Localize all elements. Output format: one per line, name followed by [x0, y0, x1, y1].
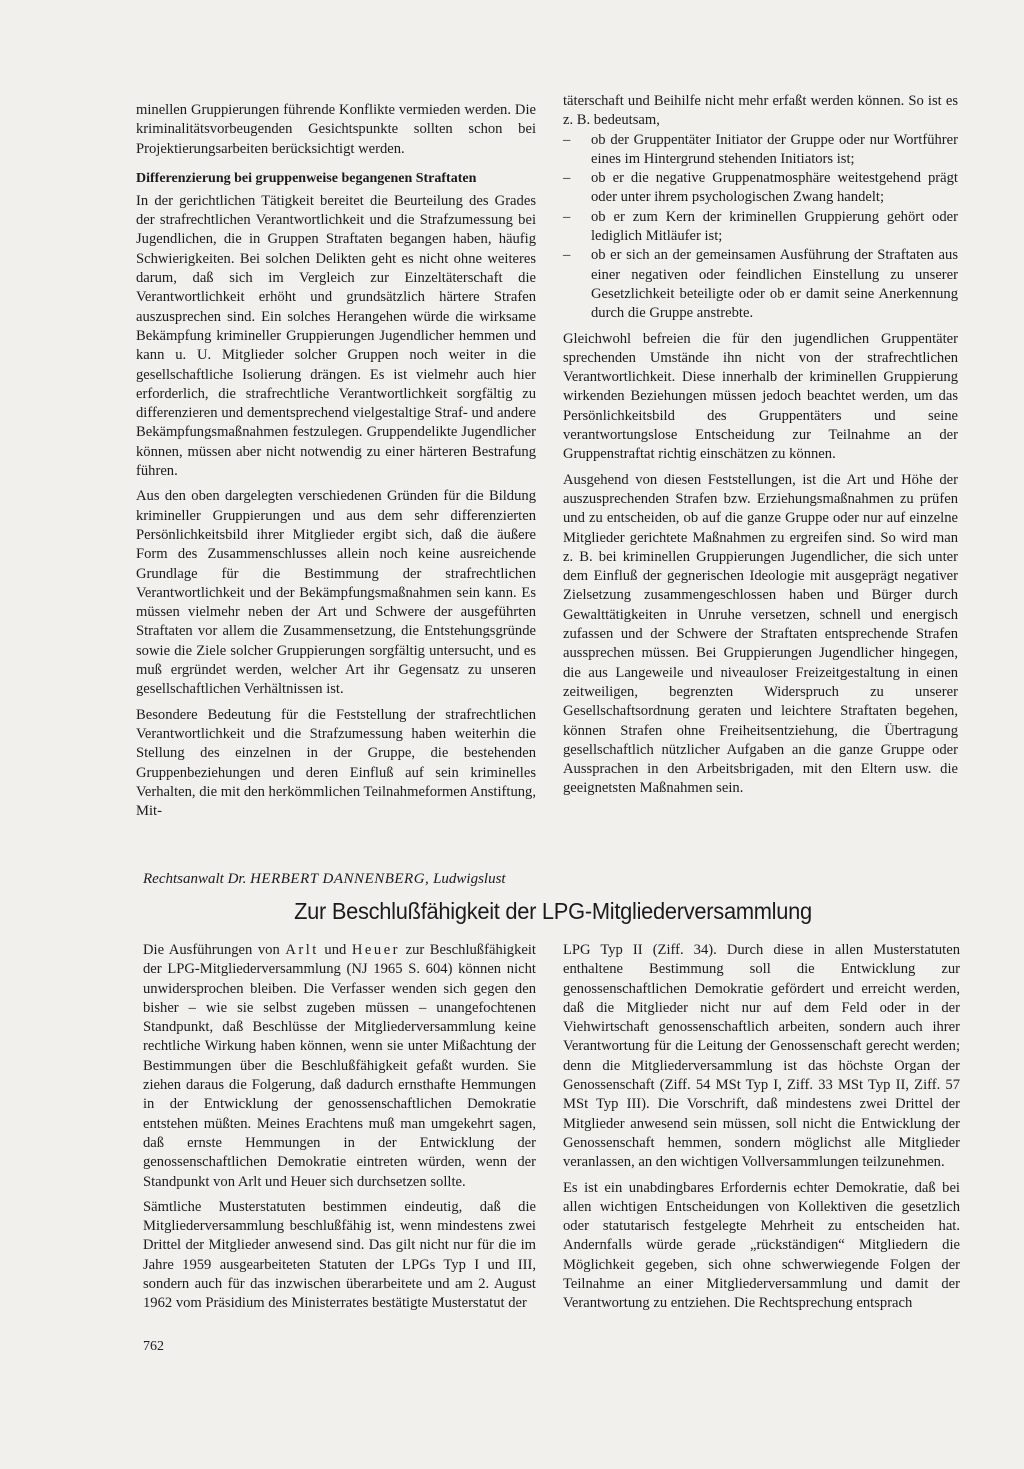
author-name: HERBERT DANNENBERG,: [250, 871, 430, 887]
list-item: – ob der Gruppentäter Initiator der Gruppe oder nur Wortführer eines im Hintergrund stehenden Initiators ist;: [563, 131, 958, 170]
left-column-bottom: [143, 941, 536, 1320]
text-run: und: [324, 942, 347, 958]
paragraph: Sämtliche Musterstatuten bestimmen eindeutig, daß die Mitgliederversammlung beschlußfähig ist, wenn mindestens zwei Drittel der Mitglieder anwesend sind. Das gilt nicht nur für die im Jahre 1959 ausgearbeiteten Statuten der LPGs Typ I und III, sondern auch für das inzwischen überarbeitete und am 2. August 1962 vom Präsidium des Ministerrates bestätigte Musterstatut der: [143, 1198, 536, 1312]
list-item: – ob er zum Kern der kriminellen Gruppierung gehört oder lediglich Mitläufer ist;: [563, 208, 958, 247]
paragraph: Besondere Bedeutung für die Feststellung der strafrechtlichen Verantwortlichkeit und die Strafzumessung haben weiterhin die Stellung des einzelnen in der Gruppe, die bestehenden Gruppenbeziehungen und deren Einfluß auf sein kriminelles Verhalten, die mit den herkömmlichen Teilnahmeformen Anstiftung, Mit-: [136, 706, 536, 820]
paragraph: Ausgehend von diesen Feststellungen, ist die Art und Höhe der auszusprechenden Strafen bzw. Erziehungsmaßnahmen zu prüfen und zu entscheiden, ob auf die ganze Gruppe oder nur auf einzelne Mitglieder gerichtete Maßnahmen zu ergreifen sind. So wird man z. B. bei kriminellen Gruppierungen Jugendlicher, die sich unter dem Einfluß der gegnerischen Ideologie mit ausgeprägt negativer Zielsetzung zusammengeschlossen haben und Bürger durch Gewalttätigkeiten in Unruhe versetzen, schnell und energisch zufassen und der Schwere der Straftaten entsprechende Strafen aussprechen müssen. Bei Gruppierungen Jugendlicher hingegen, die aus Langeweile und niveauloser Freizeitgestaltung in einen zeitweiligen, begrenzten Widerspruch zu unserer Gesellschaftsordnung geraten und leichtere Straftaten begehen, können Strafen ohne Freiheitsentziehung, die Übertragung gesellschaftlich nützlicher Aufgaben an die ganze Gruppe oder Aussprachen in den Arbeitsbrigaden, mit den Eltern usw. die geeignetsten Maßnahmen sein.: [563, 471, 958, 797]
author-ref-arlt: Arlt: [285, 942, 319, 958]
paragraph: täterschaft und Beihilfe nicht mehr erfaßt werden können. So ist es z. B. bedeutsam,: [563, 93, 958, 129]
list-item: – ob er sich an der gemeinsamen Ausführung der Straftaten aus einer negativen oder feindlichen Einstellung zu unserer Gesetzlichkeit beteiligte oder ob er damit seine Anerkennung durch die Gruppe anstrebte.: [563, 246, 958, 323]
section-subheading: Differenzierung bei gruppenweise begangenen Straftaten: [136, 170, 477, 186]
paragraph: Aus den oben dargelegten verschiedenen Gründen für die Bildung krimineller Gruppierungen und aus dem sehr differenzierten Persönlichkeitsbild ihrer Mitglieder ergibt sich, daß die äußere Form des Zusammenschlusses allein noch keine ausreichende Grundlage für die Bestimmung der strafrechtlichen Verantwortlichkeit und der Bekämpfungsmaßnahmen sein kann. Es müssen vielmehr neben der Art und Schwere der ausgeführten Straftaten vor allem die Zusammensetzung, die Entstehungsgründe sowie die Ziele solcher Gruppierungen sorgfältig untersucht, und es muß ergründet werden, welcher Art ihr Gegensatz zu unseren gesellschaftlichen Verhältnissen ist.: [136, 488, 536, 698]
author-prefix: Rechtsanwalt Dr.: [143, 871, 247, 887]
paragraph: LPG Typ II (Ziff. 34). Durch diese in allen Musterstatuten enthaltene Bestimmung soll die Entwicklung zur genossenschaftlichen Demokratie gefördert und erreicht werden, daß die Mitglieder nicht nur auf dem Feld oder in der Viehwirtschaft genossenschaftlich arbeiten, sondern auch ihrer Verantwortung für die Leitung der Genossenschaft gerecht werden; denn die Mitgliederversammlung ist das höchste Organ der Genossenschaft (Ziff. 54 MSt Typ I, Ziff. 33 MSt Typ II, Ziff. 57 MSt Typ III). Die Vorschrift, daß mindestens zwei Drittel der Mitglieder anwesend sein müssen, soll nicht die Entwicklung der Genossenschaft hemmen, sondern möglichst alle Mitglieder veranlassen, an den wichtigen Vollversammlungen teilzunehmen.: [563, 942, 960, 1171]
page-number: 762: [143, 1339, 164, 1354]
right-column-bottom: [563, 941, 960, 1320]
paragraph: [143, 941, 536, 1192]
author-place: Ludwigslust: [433, 871, 506, 887]
right-column-top: [563, 92, 958, 805]
paragraph: Es ist ein unabdingbares Erfordernis echter Demokratie, daß bei allen wichtigen Entscheidungen von Kollektiven die gesetzlich oder statutarisch festgelegte Mehrheit zu entscheiden hat. Andernfalls würde gerade „rückständigen“ Mitgliedern die Möglichkeit gegeben, sich ohne schwerwiegende Folgen der Teilnahme an einer Mitgliederversammlung und damit der Verantwortung zu entziehen. Die Rechtsprechung entsprach: [563, 1179, 960, 1312]
text-run: Die Ausführungen von: [143, 942, 280, 958]
left-column-top: [136, 101, 536, 827]
article-title: Zur Beschlußfähigkeit der LPG-Mitgliederversammlung: [294, 898, 812, 924]
list-item: – ob er die negative Gruppenatmosphäre weitestgehend prägt oder unter ihrem psychologischen Zwang handelt;: [563, 169, 958, 208]
article-byline: [143, 871, 963, 888]
author-ref-heuer: Heuer: [351, 942, 401, 958]
text-run: zur Beschlußfähigkeit der LPG-Mitgliederversammlung (NJ 1965 S. 604) können nicht unwidersprochen bleiben. Die Verfasser wenden sich gegen den bisher – wie sie selbst zugeben müssen – unangefochtenen Standpunkt, daß Beschlüsse der Mitgliederversammlung keine rechtliche Wirkung haben können, wenn sie unter Mißachtung der Bestimmungen über die Beschlußfähigkeit gefaßt wurden. Sie ziehen daraus die Folgerung, daß dadurch ernsthafte Hemmungen in der Entwicklung der genossenschaftlichen Demokratie entstehen müßten. Meines Erachtens muß man umgekehrt sagen, daß ernste Hemmungen in der Entwicklung der genossenschaftlichen Demokratie eintreten würden, wenn der Standpunkt von Arlt und Heuer sich durchsetzen sollte.: [143, 942, 536, 1190]
paragraph: Gleichwohl befreien die für den jugendlichen Gruppentäter sprechenden Umstände ihn nicht von der strafrechtlichen Verantwortlichkeit. Diese innerhalb der kriminellen Gruppierung wirkenden Beziehungen müssen jedoch beachtet werden, um das Persönlichkeitsbild des Gruppentäters und seine verantwortungslose Entscheidung zur Teilnahme an der Gruppenstraftat richtig einschätzen zu können.: [563, 330, 958, 463]
paragraph: In der gerichtlichen Tätigkeit bereitet die Beurteilung des Grades der strafrechtlichen Verantwortlichkeit und die Strafzumessung bei Jugendlichen, die in Gruppen Straftaten begangen haben, häufig Schwierigkeiten. Bei solchen Delikten geht es nicht ohne weiteres darum, daß sich im Vergleich zur Einzeltäterschaft die Verantwortlichkeit erhöht und grundsätzlich härtere Strafen auszusprechen sind. Ein solches Herangehen würde die wirksame Bekämpfung krimineller Gruppierungen Jugendlicher hemmen und kann u. U. Mitglieder solcher Gruppen noch weiter in die gesellschaftliche Isolierung drängen. Es ist vielmehr auch hier erforderlich, die strafrechtliche Verantwortlichkeit sorgfältig zu differenzieren und dementsprechend vielgestaltige Straf- und andere Bekämpfungsmaßnahmen festzulegen. Gruppendelikte Jugendlicher können, müssen aber nicht notwendig zu einer härteren Bestrafung führen.: [136, 192, 536, 480]
criteria-list: [563, 131, 958, 324]
paragraph: minellen Gruppierungen führende Konflikte vermieden werden. Die kriminalitätsvorbeugenden Gesichtspunkte sollten schon bei Projektierungsarbeiten berücksichtigt werden.: [136, 102, 536, 157]
